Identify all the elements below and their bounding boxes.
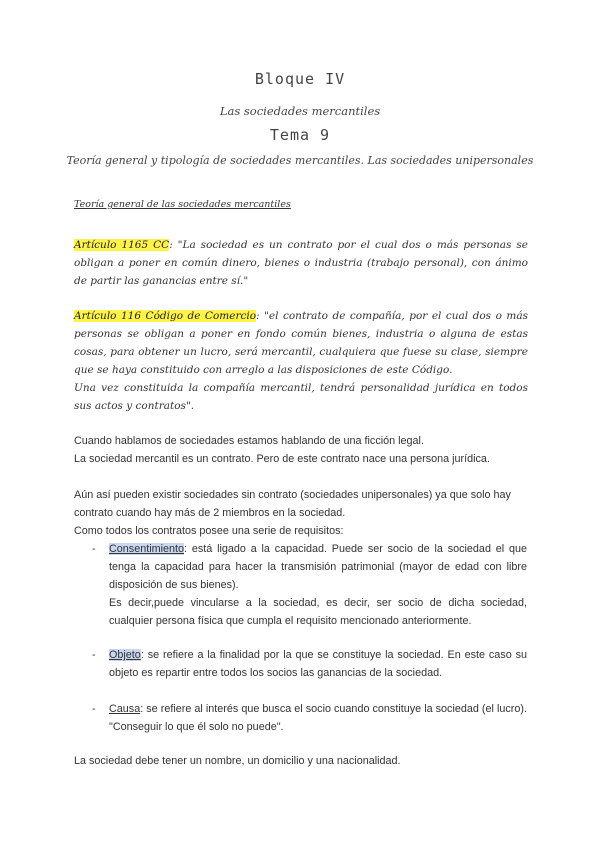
term-objeto-text: : se refiere a la finalidad por la que se constituye la sociedad. En este caso su objeto es repartir entre todos los socios las ganancias de la sociedad. (109, 649, 527, 679)
article-116-label: Artículo 116 Código de Comercio (74, 310, 257, 322)
article-116-text: : "el contrato de compañía, por el cual dos o más personas se obligan a poner en fondo común bienes, industria o alguna de estas cosas, para obtener un lucro, será mercantil, cualquiera que fuese su clase, siempre que se haya constituido con arreglo a las disposiciones de este Código. (74, 310, 528, 376)
term-consentimiento: Consentimiento (109, 543, 185, 555)
block-subtitle: Las sociedades mercantiles (219, 104, 381, 118)
list-bullet: - (92, 649, 96, 661)
list-bullet: - (92, 543, 96, 555)
article-116-paragraph (74, 307, 528, 415)
article-1165-text: : "La sociedad es un contrato por el cual dos o más personas se obligan a poner en común dinero, bienes o industria (trabajo personal), con ánimo de partir las ganancias entre sí." (74, 239, 528, 287)
list-item-objeto (109, 646, 527, 682)
body-paragraph: Cuando hablamos de sociedades estamos hablando de una ficción legal. (74, 435, 424, 447)
list-bullet: - (92, 703, 96, 715)
topic-title: Teoría general y tipología de sociedades mercantiles. Las sociedades unipersonales (66, 154, 534, 167)
term-consentimiento-extra: Es decir,puede vincularse a la sociedad, es decir, ser socio de dicha sociedad, cualquier persona física que cumpla el requisito mencionado anteriormente. (109, 597, 527, 627)
body-paragraph: La sociedad mercantil es un contrato. Pero de este contrato nace una persona jurídica. (74, 453, 490, 465)
term-causa: Causa (109, 703, 141, 715)
body-paragraph: Como todos los contratos posee una serie de requisitos: (74, 525, 344, 537)
term-consentimiento-text: : está ligado a la capacidad. Puede ser socio de la sociedad el que tenga la capacidad para hacer la transmisión patrimonial (mayor de edad con libre disposición de sus bienes). (109, 543, 527, 591)
body-paragraph: Aún así pueden existir sociedades sin contrato (sociedades unipersonales) ya que solo hay contrato cuando hay más de 2 miembros en la sociedad. (74, 489, 511, 519)
list-item-consentimiento (109, 540, 527, 630)
section-heading: Teoría general de las sociedades mercantiles (74, 199, 291, 210)
term-objeto: Objeto (109, 649, 141, 661)
article-1165-paragraph (74, 236, 528, 290)
topic-heading: Tema 9 (269, 126, 331, 144)
block-heading: Bloque IV (254, 70, 346, 88)
article-1165-label: Artículo 1165 CC (74, 239, 170, 251)
closing-paragraph: La sociedad debe tener un nombre, un domicilio y una nacionalidad. (74, 755, 401, 767)
article-116-text-continued: Una vez constituida la compañía mercantil, tendrá personalidad jurídica en todos sus actos y contratos". (74, 382, 528, 412)
term-causa-text: : se refiere al interés que busca el socio cuando constituye la sociedad (el lucro). "Conseguir lo que él solo no puede". (109, 703, 527, 733)
list-item-causa (109, 700, 527, 736)
